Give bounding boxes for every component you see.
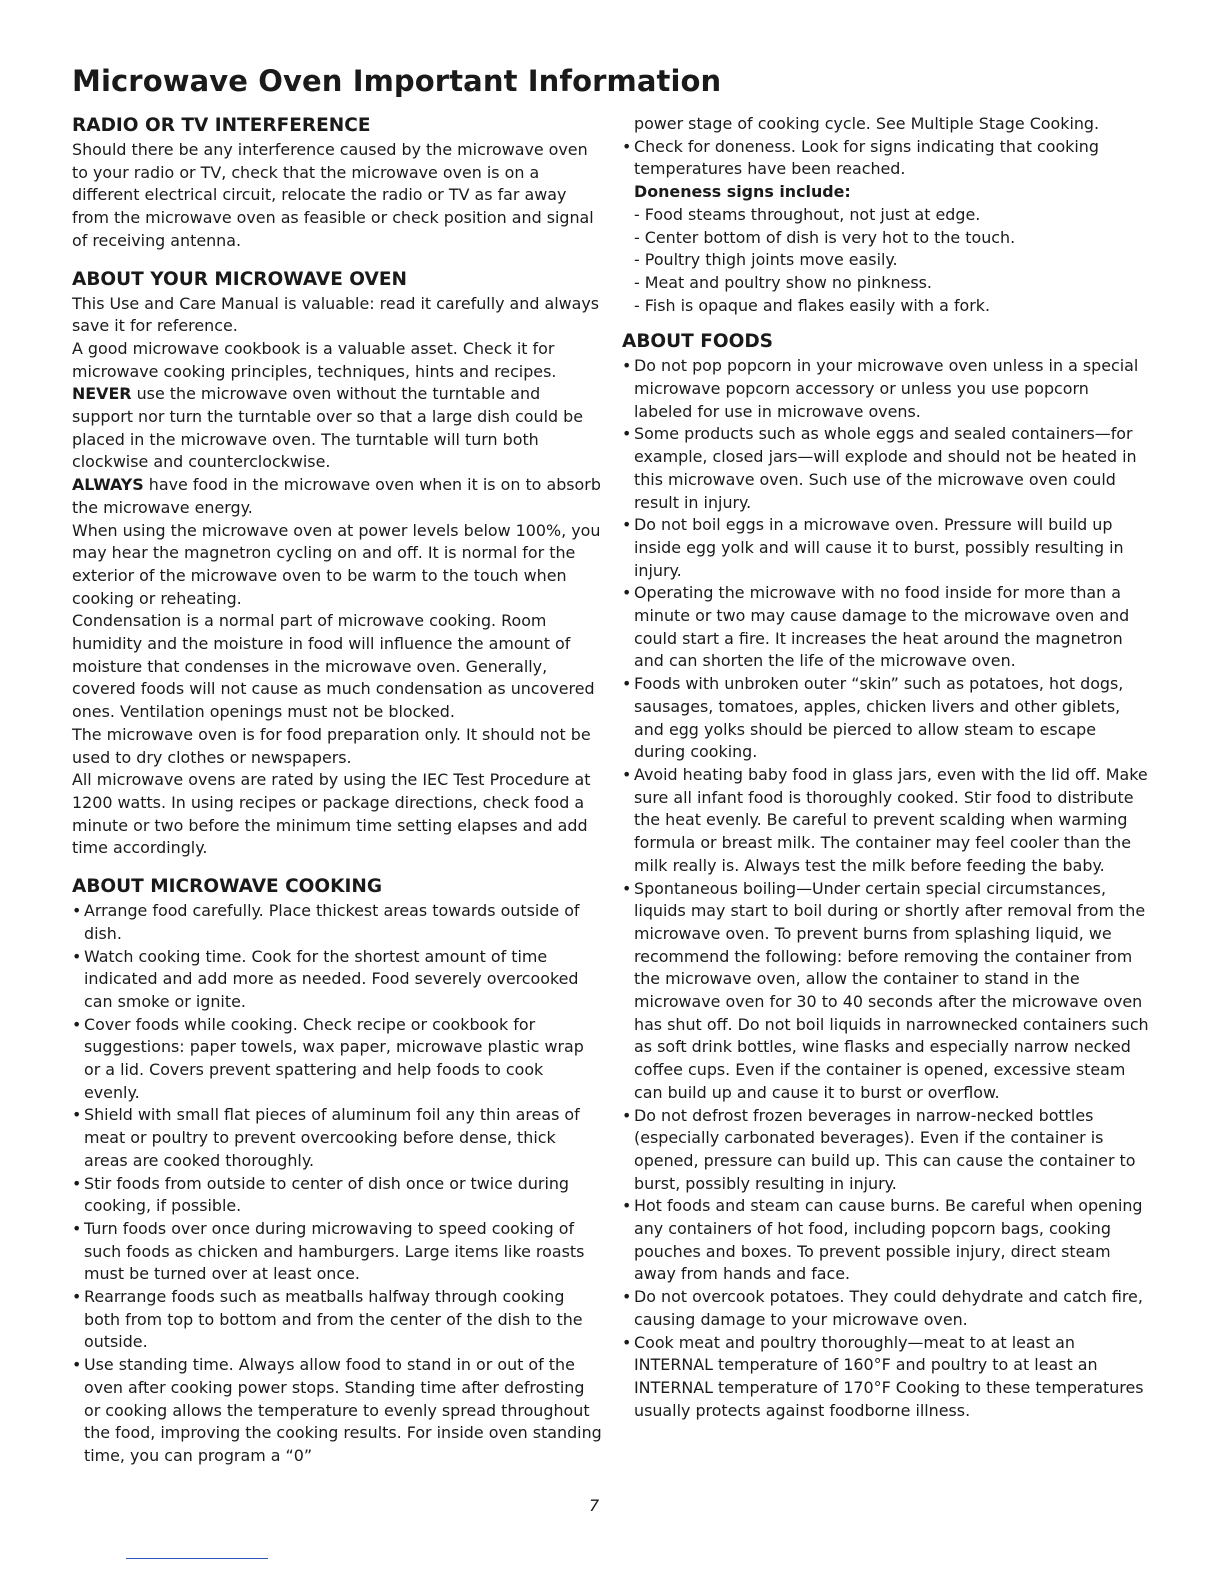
never-paragraph [72,383,602,474]
cooking-item: • Arrange food carefully. Place thickest areas towards outside of dish. [72,900,602,945]
foods-item: • Cook meat and poultry thoroughly—meat to at least an INTERNAL temperature of 160°F and poultry to at least an INTERNAL temperature of 170°F Cooking to these temperatures usually protects against foodborne illness. [622,1332,1152,1423]
foods-item: • Do not defrost frozen beverages in narrow-necked bottles (especially carbonated beverages). Even if the container is opened, pressure can build up. This can cause the container to burst, possibly resulting in injury. [622,1105,1152,1196]
right-column [622,113,1152,1422]
doneness-label: Doneness signs include: [634,182,851,202]
foods-item: • Do not boil eggs in a microwave oven. Pressure will build up inside egg yolk and will cause it to burst, possibly resulting in injury. [622,514,1152,582]
doneness-sign: - Center bottom of dish is very hot to the touch. [622,227,1152,250]
page-number: 7 [589,1496,600,1515]
foods-item: • Avoid heating baby food in glass jars, even with the lid off. Make sure all infant food is thoroughly cooked. Stir food to distribute the heat evenly. Be careful to prevent scalding when warming formula or breast milk. The container may feel cooler than the milk really is. Always test the milk before feeding the baby. [622,764,1152,878]
about-oven-p1: This Use and Care Manual is valuable: read it carefully and always save it for reference. [72,293,600,336]
page-title: Microwave Oven Important Information [72,64,722,98]
foods-item: • Hot foods and steam can cause burns. Be careful when opening any containers of hot food, including popcorn bags, cooking pouches and boxes. To prevent possible injury, direct steam away from hands and face. [622,1195,1152,1286]
cooking-continuation: power stage of cooking cycle. See Multiple Stage Cooking. [634,114,1100,133]
doneness-sign: - Meat and poultry show no pinkness. [622,272,1152,295]
left-column [72,113,602,1468]
never-text: use the microwave oven without the turntable and support nor turn the turntable over so that a large dish could be placed in the microwave oven. The turntable will turn both clockwise and counterclockwise. [72,384,583,472]
foods-heading: ABOUT FOODS [622,331,773,353]
foods-item: • Spontaneous boiling—Under certain special circumstances, liquids may start to boil during or shortly after removal from the microwave oven. To prevent burns from splashing liquid, we recommend the following: before removing the container from the microwave oven, allow the container to stand in the microwave oven for 30 to 40 seconds after the microwave oven has shut off. Do not boil liquids in narrownecked containers such as soft drink bottles, wine flasks and especially narrow necked coffee cups. Even if the container is opened, excessive steam can build up and cause it to burst or overflow. [622,878,1152,1105]
always-word: ALWAYS [72,475,144,495]
cooking-item: • Shield with small flat pieces of aluminum foil any thin areas of meat or poultry to prevent overcooking before dense, thick areas are cooked thoroughly. [72,1104,602,1172]
doneness-item: • Check for doneness. Look for signs indicating that cooking temperatures have been reached. [622,136,1152,181]
about-oven-p6: All microwave ovens are rated by using the IEC Test Procedure at 1200 watts. In using recipes or package directions, check food a minute or two before the minimum time setting elapses and add time accordingly. [72,770,591,858]
radio-tv-heading: RADIO OR TV INTERFERENCE [72,115,371,136]
never-word: NEVER [72,384,132,404]
foods-item: • Some products such as whole eggs and sealed containers—for example, closed jars—will explode and should not be heated in this microwave oven. Such use of the microwave oven could result in injury. [622,423,1152,514]
always-text: have food in the microwave oven when it is on to absorb the microwave energy. [72,475,601,517]
foods-item: • Do not overcook potatoes. They could dehydrate and catch fire, causing damage to your microwave oven. [622,1286,1152,1331]
radio-tv-text: Should there be any interference caused by the microwave oven to your radio or TV, check that the microwave oven is on a different electrical circuit, relocate the radio or TV as far away from the microwave oven as feasible or check position and signal of receiving antenna. [72,140,594,250]
foods-list [622,355,1152,1422]
footer-rule [126,1558,268,1559]
cooking-item: • Watch cooking time. Cook for the shortest amount of time indicated and add more as needed. Food severely overcooked can smoke or ignite. [72,946,602,1014]
cooking-item: • Turn foods over once during microwaving to speed cooking of such foods as chicken and hamburgers. Large items like roasts must be turned over at least once. [72,1218,602,1286]
cooking-item: • Rearrange foods such as meatballs halfway through cooking both from top to bottom and from the center of the dish to the outside. [72,1286,602,1354]
always-paragraph [72,474,602,519]
doneness-sign: - Food steams throughout, not just at edge. [622,204,1152,227]
cooking-item: • Stir foods from outside to center of dish once or twice during cooking, if possible. [72,1173,602,1218]
cooking-list [72,900,602,1468]
doneness-sign: - Poultry thigh joints move easily. [622,249,1152,272]
cooking-item: • Cover foods while cooking. Check recipe or cookbook for suggestions: paper towels, wax paper, microwave plastic wrap or a lid. Covers prevent spattering and help foods to cook evenly. [72,1014,602,1105]
cooking-heading: ABOUT MICROWAVE COOKING [72,876,383,898]
foods-item: • Do not pop popcorn in your microwave oven unless in a special microwave popcorn accessory or unless you use popcorn labeled for use in microwave ovens. [622,355,1152,423]
about-oven-p4: Condensation is a normal part of microwave cooking. Room humidity and the moisture in food will influence the amount of moisture that condenses in the microwave oven. Generally, covered foods will not cause as much condensation as uncovered ones. Ventilation openings must not be blocked. [72,611,595,722]
about-oven-heading: ABOUT YOUR MICROWAVE OVEN [72,268,407,290]
about-oven-p3: When using the microwave oven at power levels below 100%, you may hear the magnetron cycling on and off. It is normal for the exterior of the microwave oven to be warm to the touch when cooking or reheating. [72,520,601,608]
cooking-item: • Use standing time. Always allow food to stand in or out of the oven after cooking power stops. Standing time after defrosting or cooking allows the temperature to evenly spread throughout the food, improving the cooking results. For inside oven standing time, you can program a “0” [72,1354,602,1468]
foods-item: • Foods with unbroken outer “skin” such as potatoes, hot dogs, sausages, tomatoes, apples, chicken livers and other giblets, and egg yolks should be pierced to allow steam to escape during cooking. [622,673,1152,764]
doneness-sign: - Fish is opaque and flakes easily with a fork. [622,295,1152,318]
foods-item: • Operating the microwave with no food inside for more than a minute or two may cause damage to the microwave oven and could start a fire. It increases the heat around the magnetron and can shorten the life of the microwave oven. [622,582,1152,673]
doneness-list [622,204,1152,318]
about-oven-p5: The microwave oven is for food preparation only. It should not be used to dry clothes or newspapers. [72,724,591,767]
about-oven-p2: A good microwave cookbook is a valuable asset. Check it for microwave cooking principles, techniques, hints and recipes. [72,338,557,381]
